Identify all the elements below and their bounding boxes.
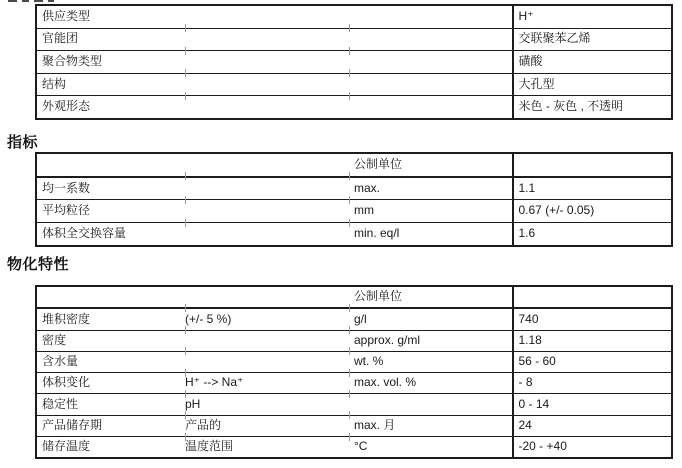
property-label: 外观形态 [42, 99, 91, 114]
table-row [37, 416, 671, 437]
property-qualifier: 温度范围 [185, 439, 234, 454]
property-unit [349, 6, 512, 28]
property-value: 0 - 14 [518, 396, 550, 411]
property-value: -20 - +40 [518, 439, 567, 454]
table-header-row [37, 154, 671, 178]
property-qualifier: pH [185, 396, 201, 411]
property-qualifier: (+/- 5 %) [185, 311, 232, 326]
property-label: 供应类型 [42, 8, 91, 23]
property-label: 含水量 [42, 354, 79, 369]
property-label: 均一系数 [42, 180, 91, 195]
property-label: 聚合物类型 [42, 54, 103, 69]
property-label: 密度 [42, 332, 67, 347]
metric-unit-header: 公制单位 [354, 289, 403, 304]
section-title-indicators: 指标 [7, 134, 39, 151]
property-label: 稳定性 [42, 396, 79, 411]
column-tick [185, 326, 186, 334]
property-label: 结构 [42, 76, 67, 91]
value-column-divider [512, 285, 514, 459]
property-value: 磺酸 [518, 54, 543, 69]
column-tick [349, 24, 350, 32]
property-value: H⁺ [518, 8, 534, 23]
table-row [37, 178, 671, 201]
table-row [37, 29, 671, 52]
table-row [37, 394, 671, 415]
property-qualifier [185, 223, 349, 245]
column-tick [185, 92, 186, 100]
column-tick [185, 47, 186, 55]
property-unit [349, 51, 512, 73]
property-value: 米色 - 灰色 , 不透明 [518, 99, 624, 114]
table-row [37, 309, 671, 330]
property-unit: approx. g/ml [354, 332, 421, 347]
property-unit: min. eq/l [354, 226, 400, 240]
property-qualifier [185, 6, 349, 28]
column-tick [349, 326, 350, 334]
column-tick [349, 411, 350, 419]
property-label: 储存温度 [42, 439, 91, 454]
property-unit: max. [354, 180, 381, 195]
property-qualifier [185, 331, 349, 351]
property-value: 1.1 [518, 180, 536, 195]
property-unit: °C [354, 439, 368, 454]
value-column-divider [512, 4, 514, 120]
column-tick [185, 347, 186, 355]
column-tick [185, 196, 186, 204]
header-empty [512, 287, 671, 307]
header-empty [37, 154, 185, 176]
property-value: 交联聚苯乙烯 [518, 31, 591, 46]
section-title-physchem: 物化特性 [7, 256, 70, 273]
property-qualifier [185, 51, 349, 73]
column-tick [349, 304, 350, 312]
property-qualifier: H⁺ --> Na⁺ [185, 375, 244, 390]
physchem-table [35, 285, 673, 459]
column-tick [349, 369, 350, 377]
property-unit [349, 29, 512, 51]
property-value: 0.67 (+/- 0.05) [518, 203, 595, 218]
column-tick [185, 24, 186, 32]
property-unit: g/l [354, 311, 367, 326]
column-tick [349, 390, 350, 398]
column-tick [349, 172, 350, 180]
column-tick [185, 219, 186, 227]
column-tick [185, 172, 186, 180]
property-qualifier: 产品的 [185, 418, 222, 433]
column-tick [185, 304, 186, 312]
table-row [37, 437, 671, 457]
property-label: 官能团 [42, 31, 79, 46]
property-unit [349, 96, 512, 118]
table-row [37, 352, 671, 373]
indicators-table [35, 152, 673, 247]
column-tick [185, 411, 186, 419]
table-row [37, 331, 671, 352]
table-row [37, 223, 671, 245]
metric-unit-header: 公制单位 [354, 156, 403, 171]
column-tick [349, 47, 350, 55]
header-empty [185, 287, 349, 307]
property-qualifier [185, 352, 349, 372]
property-qualifier [185, 74, 349, 96]
property-value: 56 - 60 [518, 354, 556, 369]
property-label: 堆积密度 [42, 311, 91, 326]
table-row [37, 6, 671, 29]
property-unit: max. vol. % [354, 375, 417, 390]
property-value: 740 [518, 311, 539, 326]
column-tick [185, 369, 186, 377]
column-tick [349, 347, 350, 355]
property-qualifier [185, 29, 349, 51]
property-value: 1.6 [518, 226, 536, 240]
table-row [37, 74, 671, 97]
value-column-divider [512, 152, 514, 247]
column-tick [185, 69, 186, 77]
column-tick [349, 92, 350, 100]
property-qualifier [185, 178, 349, 200]
header-empty [512, 154, 671, 176]
property-value: 大孔型 [518, 76, 555, 91]
column-tick [185, 433, 186, 441]
column-tick [185, 390, 186, 398]
header-empty [185, 154, 349, 176]
property-unit [349, 74, 512, 96]
column-tick [349, 69, 350, 77]
property-label: 平均粒径 [42, 203, 91, 218]
header-empty [37, 287, 185, 307]
property-qualifier [185, 96, 349, 118]
property-label: 体积全交换容量 [42, 226, 127, 240]
column-tick [349, 433, 350, 441]
table-row [37, 373, 671, 394]
property-value: - 8 [518, 375, 533, 390]
property-qualifier [185, 200, 349, 222]
table-row [37, 200, 671, 223]
column-tick [349, 219, 350, 227]
table-header-row [37, 287, 671, 309]
product-description-table [35, 4, 673, 120]
column-tick [349, 196, 350, 204]
clipped-text-artifact [8, 0, 68, 3]
property-value: 1.18 [518, 332, 542, 347]
property-unit: wt. % [354, 354, 384, 369]
property-unit: mm [354, 203, 374, 218]
table-row [37, 51, 671, 74]
property-label: 体积变化 [42, 375, 91, 390]
property-unit: max. 月 [354, 418, 396, 433]
table-row [37, 96, 671, 118]
property-value: 24 [518, 418, 532, 433]
property-label: 产品储存期 [42, 418, 103, 433]
property-unit [349, 394, 512, 414]
